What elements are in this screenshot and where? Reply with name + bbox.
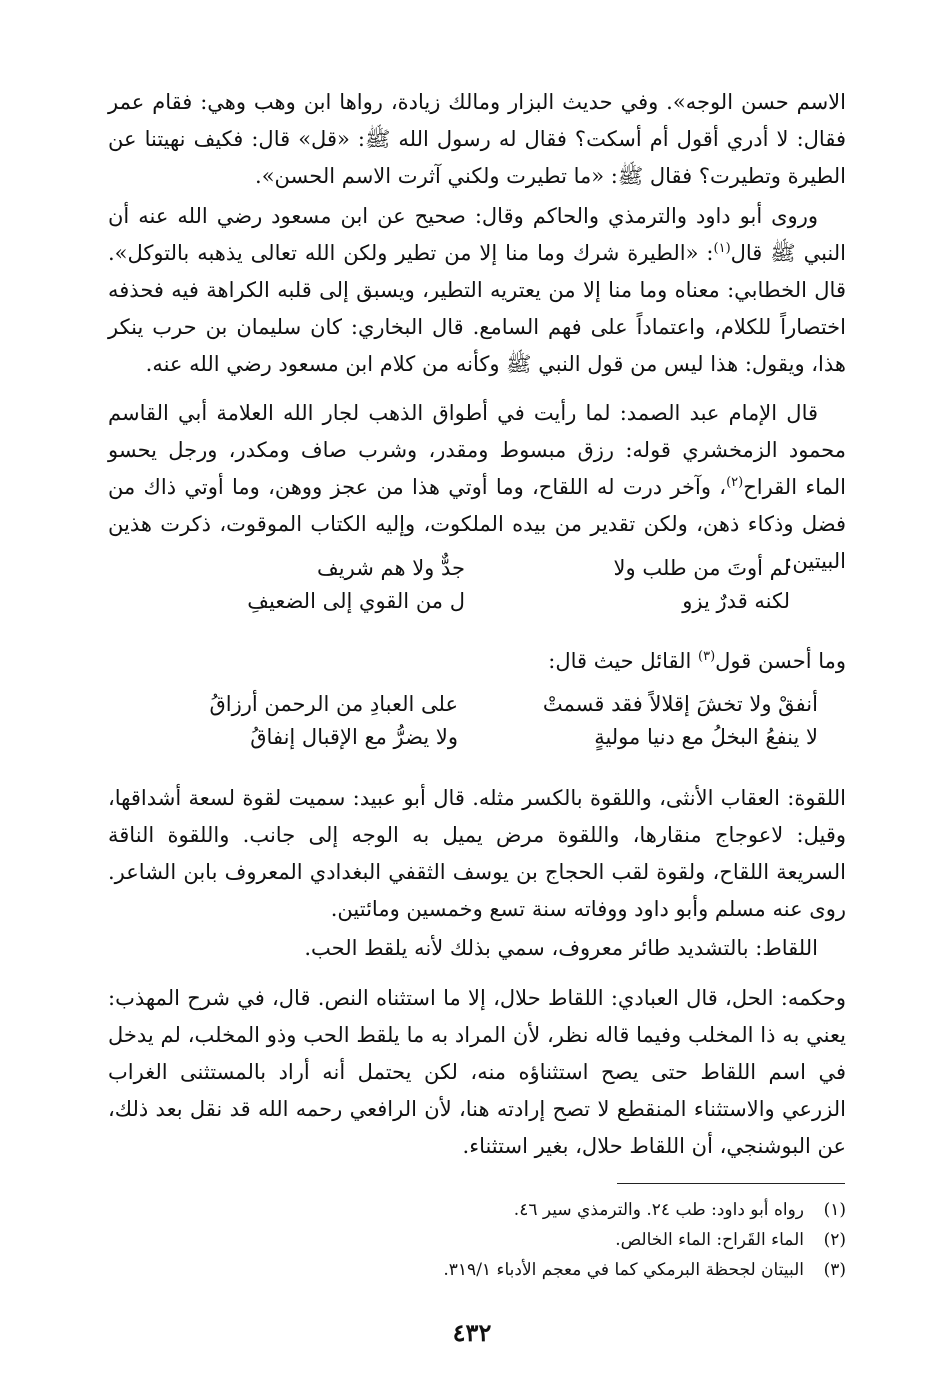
paragraph-3-text-a: قال الإمام عبد الصمد: لما رأيت في أطواق الذهب لجار الله العلامة أبي القاسم محمود الزمخشري قوله: رزق مبسوط ومقدر، وشرب صاف ومكدر، ورجل يحسو الماء القراح <box>108 401 846 499</box>
footnote-3-text: البيتان لجحظة البرمكي كما في معجم الأدباء ٣١٩/١. <box>443 1260 804 1280</box>
footnote-ref-2: (٢) <box>726 475 744 490</box>
poem-2 <box>128 688 818 754</box>
poem-1-verse-2-second-hemistich: ل من القوي إلى الضعيفِ <box>247 589 465 613</box>
poem-1-verse-1-first-hemistich: لم أوتَ من طلب ولا <box>613 556 790 580</box>
footnote-separator <box>617 1183 845 1184</box>
footnote-2 <box>300 1225 846 1255</box>
footnote-1 <box>300 1195 846 1225</box>
footnote-1-text: رواه أبو داود: طب ٢٤. والترمذي سير ٤٦. <box>513 1200 804 1220</box>
page-number: ٤٣٢ <box>452 1318 492 1347</box>
poem-2-verse-1-second-hemistich: على العبادِ من الرحمن أرزاقُ <box>209 692 458 716</box>
poem-1-verse-1 <box>165 552 790 585</box>
footnotes <box>300 1195 846 1285</box>
footnote-3-number: (٣) <box>823 1260 846 1280</box>
paragraph-6 <box>108 980 846 1165</box>
footnote-ref-1: (١) <box>713 241 731 256</box>
paragraph-6-text: وحكمه: الحل، قال العبادي: اللقاط حلال، إلا ما استثناه النص. قال، في شرح المهذب: يعني به ذا المخلب وفيما قاله نظر، لأن المراد به ما يلقط الحب وذو المخلب، لم يدخل في اسم اللقاط حتى يصح استثناؤه منه، لكن يحتمل أنه أراد بالمستثنى الغراب الزرعي والاستثناء المنقطع لا تصح إرادته هنا، لأن الرافعي رحمه الله قد نقل بعد ذلك، عن البوشنجي، أن اللقاط حلال، بغير استثناء. <box>108 986 846 1158</box>
poem-2-verse-1-first-hemistich: أنفقْ ولا تخشَ إقلالاً فقد قسمتْ <box>542 692 818 716</box>
poem-2-verse-2-second-hemistich: ولا يضرُّ مع الإقبال إنفاقُ <box>250 725 458 749</box>
poem-1-verse-1-second-hemistich: جدٌّ ولا هم شريف <box>317 556 465 580</box>
footnote-2-text: الماء القَراح: الماء الخالص. <box>615 1230 804 1250</box>
paragraph-1-text: الاسم حسن الوجه». وفي حديث البزار ومالك زيادة، رواها ابن وهب وهي: فقام عمر فقال: لا أدري أقول أم أسكت؟ فقال له رسول الله ﷺ: «قل» قال: فكيف نهيتنا عن الطيرة وتطيرت؟ فقال ﷺ: «ما تطيرت ولكني آثرت الاسم الحسن». <box>108 90 846 188</box>
paragraph-5-text: اللقاط: بالتشديد طائر معروف، سمي بذلك لأنه يلقط الحب. <box>304 936 818 960</box>
paragraph-4-text: اللقوة: العقاب الأنثى، واللقوة بالكسر مثله. قال أبو عبيد: سميت لقوة لسعة أشداقها، وقيل: لاعوجاج منقارها، واللقوة مرض يميل به الوجه إلى جانب. واللقوة الناقة السريعة اللقاح، ولقوة لقب الحجاج بن يوسف الثقفي البغدادي المعروف بابن الشاعر. روى عنه مسلم وأبو داود ووفاته سنة تسع وخمسين ومائتين. <box>108 786 846 921</box>
poem-1-verse-2-first-hemistich: لكنه قدرٌ يزو <box>682 589 790 613</box>
paragraph-2-text-b: : «الطيرة شرك وما منا إلا من تطير ولكن الله تعالى يذهبه بالتوكل». قال الخطابي: معناه وما منا إلا من يعتريه التطير، ويسبق إلى قلبه الكراهة فيه فحذفه اختصاراً للكلام، واعتماداً على فهم السامع. قال البخاري: كان سليمان بن حرب ينكر هذا، ويقول: هذا ليس من قول النبي ﷺ وكأنه من كلام ابن مسعود رضي الله عنه. <box>108 241 846 376</box>
footnote-1-number: (١) <box>823 1200 846 1220</box>
poem-2-intro-text-b: القائل حيث قال: <box>548 649 699 673</box>
paragraph-1 <box>108 84 846 195</box>
paragraph-2-text-a: وروى أبو داود والترمذي والحاكم وقال: صحيح عن ابن مسعود رضي الله عنه أن النبي ﷺ قال <box>108 204 846 265</box>
poem-1-verse-2 <box>165 585 790 618</box>
poem-2-verse-2 <box>128 721 818 754</box>
paragraph-2 <box>108 198 846 383</box>
paragraph-4 <box>108 780 846 928</box>
footnote-3 <box>300 1255 846 1285</box>
poem-2-verse-2-first-hemistich: لا ينفعُ البخلُ مع دنيا موليةٍ <box>594 725 818 749</box>
poem-1 <box>165 552 790 618</box>
footnote-ref-3: (٣) <box>698 649 716 664</box>
poem-2-intro <box>108 643 846 680</box>
paragraph-5 <box>108 930 846 967</box>
paragraph-3-text-b: ، وآخر درت له اللقاح، وما أوتي هذا من عجز ووهن، وما أوتي ذاك من فضل وذكاء ذهن، ولكن تقدير من بيده الملكوت، وإليه الكتاب الموقوت، ذكرت هذين البيتين: <box>108 475 846 573</box>
poem-2-intro-text-a: وما أحسن قول <box>715 649 846 673</box>
footnote-2-number: (٢) <box>823 1230 846 1250</box>
poem-2-verse-1 <box>128 688 818 721</box>
